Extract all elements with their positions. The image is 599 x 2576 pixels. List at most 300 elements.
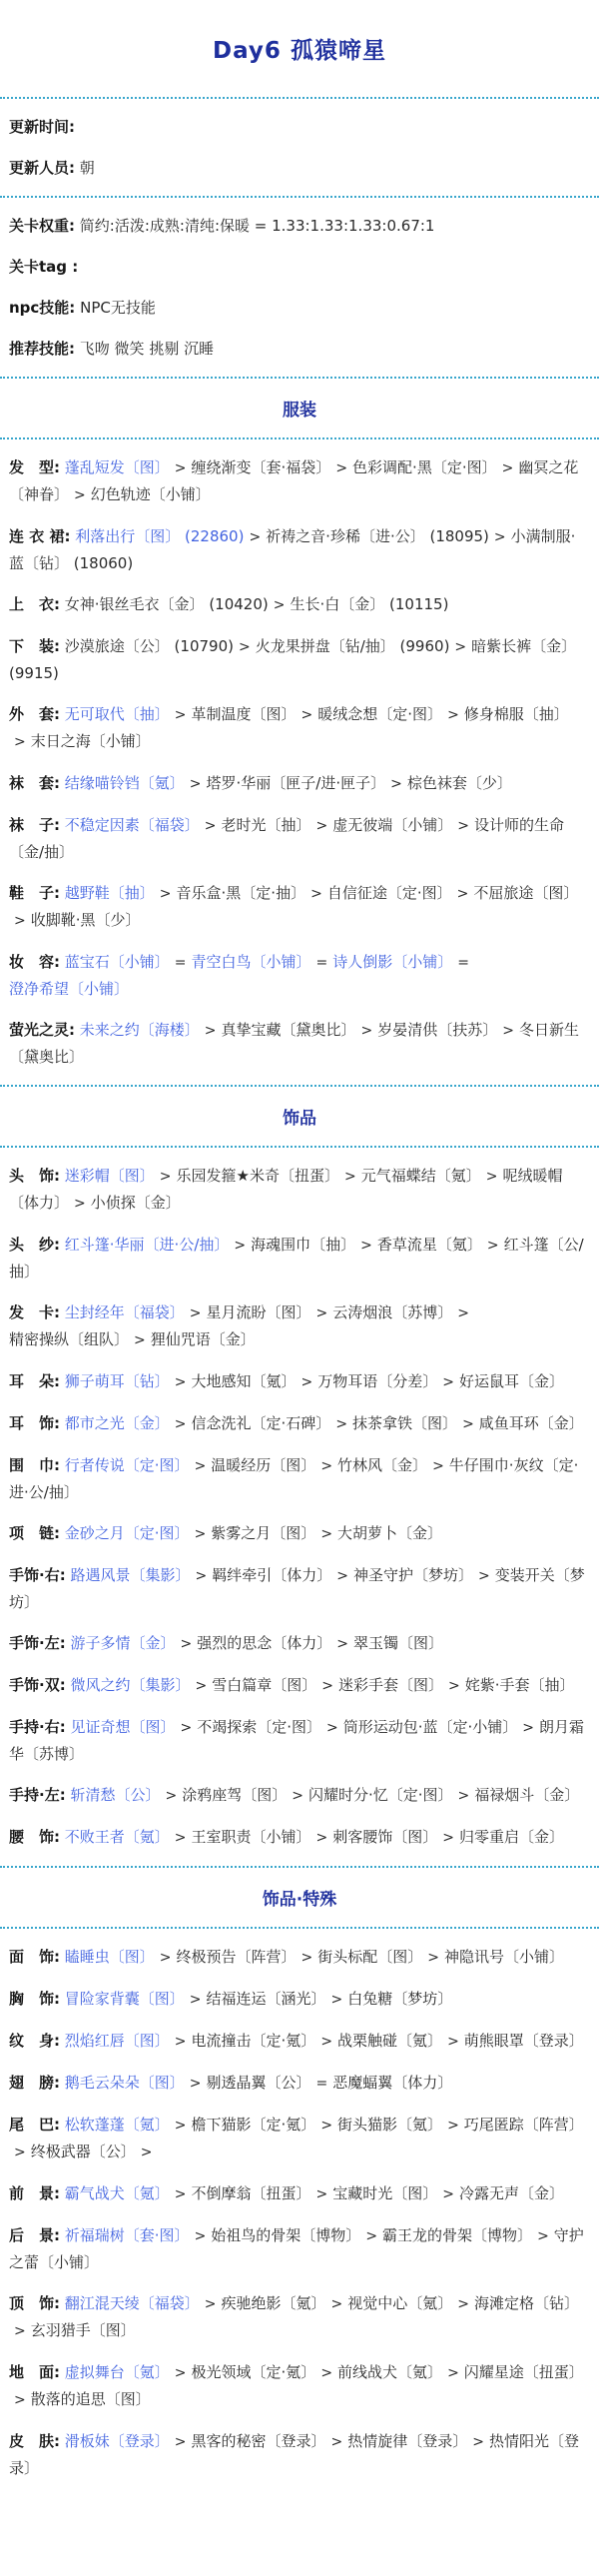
item-link[interactable]: 斩清愁〔公〕 — [70, 1786, 161, 1804]
item-link[interactable]: 诗人倒影〔小铺〕 — [332, 953, 453, 971]
separator-arrow: > — [457, 2296, 470, 2312]
item-link[interactable]: 松软蓬蓬〔氪〕 — [64, 2116, 170, 2134]
item-text: 强烈的思念〔体力〕 — [197, 1634, 332, 1652]
separator-arrow: > — [447, 2034, 459, 2050]
item-text: 收脚靴·黑〔少〕 — [30, 911, 141, 929]
row-label: 前 景: — [9, 2184, 60, 2202]
separator-arrow: > — [442, 1374, 455, 1390]
separator-arrow: > — [315, 1305, 328, 1321]
item-link[interactable]: 行者传说〔定·图〕 — [64, 1456, 190, 1474]
row-value: 朝 — [79, 159, 95, 177]
item-text: 迷彩手套〔图〕 — [337, 1676, 443, 1694]
item-row — [9, 1782, 590, 1809]
separator-arrow: > — [159, 1169, 172, 1185]
row-label: 妆 容: — [9, 953, 60, 971]
row-label: 鞋 子: — [9, 884, 60, 902]
item-text: 小侦探〔金〕 — [90, 1194, 181, 1212]
item-row — [9, 633, 590, 686]
item-text: 幻色轨迹〔小铺〕 — [90, 485, 211, 503]
item-text: 不竭探索〔定·图〕 — [197, 1718, 322, 1736]
separator-arrow: > — [320, 1458, 333, 1474]
item-text: 竹林风〔金〕 — [337, 1456, 428, 1474]
separator-arrow: > — [14, 2323, 26, 2339]
separator-arrow: > — [292, 1788, 303, 1804]
item-link[interactable]: 路遇风景〔集影〕 — [70, 1566, 191, 1584]
item-text: 宝藏时光〔图〕 — [332, 2184, 438, 2202]
item-row — [9, 1986, 590, 2013]
separator-arrow: > — [300, 707, 313, 723]
separator-arrow: > — [447, 2118, 459, 2134]
separator-arrow: > — [204, 2296, 217, 2312]
item-row — [9, 1299, 590, 1353]
item-text: 缠绕渐变〔套·福袋〕 — [191, 458, 331, 476]
separator-arrow: > — [315, 2186, 328, 2202]
separator-equals: = — [457, 955, 470, 971]
separator-arrow: > — [74, 1196, 86, 1212]
meta-row — [9, 336, 590, 362]
divider — [0, 377, 599, 379]
separator-arrow: > — [204, 1023, 217, 1039]
page-title: Day6 孤猿啼星 — [213, 38, 386, 64]
separator-arrow: > — [320, 2034, 333, 2050]
item-text: 姹紫·手套〔抽〕 — [464, 1676, 575, 1694]
item-text: 闪耀时分·忆〔定·图〕 — [307, 1786, 453, 1804]
item-text: 咸鱼耳环〔金〕 — [478, 1414, 584, 1432]
item-row — [9, 1368, 590, 1395]
item-text: 涂鸦座驾〔图〕 — [182, 1786, 288, 1804]
item-link[interactable]: 翻江混天绫〔福袋〕 — [64, 2294, 200, 2312]
item-row — [9, 1232, 590, 1285]
separator-equals: = — [174, 955, 187, 971]
separator-arrow: > — [14, 734, 26, 750]
item-link[interactable]: 微风之约〔集影〕 — [70, 1676, 191, 1694]
item-row — [9, 1017, 590, 1070]
item-link[interactable]: 冒险家背囊〔图〕 — [64, 1990, 185, 2008]
item-text: 末日之海〔小铺〕 — [30, 732, 151, 750]
row-value: 飞吻 微笑 挑剔 沉睡 — [79, 340, 215, 358]
item-text: 街头猫影〔氪〕 — [337, 2116, 443, 2134]
separator-arrow: > — [427, 1950, 440, 1966]
item-link[interactable]: 越野鞋〔抽〕 — [64, 884, 155, 902]
item-row — [9, 949, 590, 1002]
row-label: 腰 饰: — [9, 1828, 60, 1846]
item-row — [9, 1714, 590, 1767]
separator-arrow: > — [273, 597, 286, 613]
item-text: 红斗篷〔公/抽〕 — [9, 1236, 584, 1281]
item-link[interactable]: 迷彩帽〔图〕 — [64, 1167, 155, 1185]
separator-arrow: > — [300, 1374, 313, 1390]
separator-arrow: > — [360, 1023, 373, 1039]
item-row — [9, 454, 590, 508]
separator-arrow: > — [14, 913, 26, 929]
item-link[interactable]: 都市之光〔金〕 — [64, 1414, 170, 1432]
divider — [0, 1085, 599, 1087]
item-text: 战栗触碰〔氪〕 — [337, 2032, 443, 2050]
separator-arrow: > — [457, 1305, 470, 1321]
section-heading: 饰品·特殊 — [262, 1890, 337, 1910]
separator-arrow: > — [195, 1678, 208, 1694]
row-label: 下 装: — [9, 637, 60, 655]
row-label: 尾 巴: — [9, 2116, 60, 2134]
item-text: 热情阳光〔登录〕 — [9, 2432, 580, 2477]
item-text: 元气福蝶结〔氪〕 — [360, 1167, 481, 1185]
row-label: 袜 子: — [9, 816, 60, 834]
separator-arrow: > — [457, 818, 470, 834]
item-text: 设计师的生命〔金/抽〕 — [9, 816, 565, 861]
item-text: 岁晏清供〔扶苏〕 — [377, 1021, 498, 1039]
row-label: 头 饰: — [9, 1167, 60, 1185]
row-value: NPC无技能 — [80, 299, 156, 317]
separator-equals: = — [315, 955, 328, 971]
separator-arrow: > — [360, 1238, 372, 1254]
item-row — [9, 2359, 590, 2413]
item-link[interactable]: 祈福瑞树〔套·图〕 — [64, 2226, 190, 2244]
divider — [0, 1866, 599, 1868]
row-label: 袜 套: — [9, 774, 60, 792]
separator-arrow: > — [238, 639, 251, 655]
row-label: npc技能: — [9, 299, 76, 317]
item-text: 修身棉服〔抽〕 — [463, 705, 569, 723]
item-row — [9, 1452, 590, 1505]
item-text: 黑客的秘密〔登录〕 — [191, 2432, 326, 2450]
divider — [0, 97, 599, 99]
item-text: 色彩调配·黑〔定·图〕 — [352, 458, 497, 476]
separator-arrow: > — [174, 707, 187, 723]
item-link[interactable]: 不败王者〔氪〕 — [64, 1828, 170, 1846]
item-text: 筒形运动包·蓝〔定·小铺〕 — [342, 1718, 518, 1736]
separator-arrow: > — [537, 2228, 549, 2244]
item-row — [9, 1410, 590, 1437]
row-label: 围 巾: — [9, 1456, 60, 1474]
separator-arrow: > — [315, 818, 328, 834]
item-text: 前线战犬〔氪〕 — [337, 2363, 443, 2381]
row-label: 更新时间: — [9, 118, 75, 136]
item-text: 王室职责〔小铺〕 — [191, 1828, 311, 1846]
meta-row — [9, 295, 590, 321]
item-row — [9, 2112, 590, 2165]
separator-arrow: > — [320, 2118, 333, 2134]
separator-arrow: > — [174, 1830, 187, 1846]
row-label: 手饰·右: — [9, 1566, 66, 1584]
item-text: 不屈旅途〔图〕 — [473, 884, 579, 902]
item-text: 归零重启〔金〕 — [459, 1828, 565, 1846]
row-label: 顶 饰: — [9, 2294, 60, 2312]
separator-arrow: > — [343, 1169, 356, 1185]
separator-arrow: > — [502, 1023, 515, 1039]
meta-row — [9, 155, 590, 181]
item-row — [9, 1630, 590, 1657]
item-text: 结福连运〔涵光〕 — [206, 1990, 326, 2008]
item-text: 视觉中心〔氪〕 — [347, 2294, 453, 2312]
item-text: 神圣守护〔梦坊〕 — [352, 1566, 473, 1584]
item-text: 剔透晶翼〔公〕 — [206, 2074, 311, 2092]
item-text: 巧尾匿踪〔阵营〕 — [463, 2116, 584, 2134]
item-text: 革制温度〔图〕 — [191, 705, 297, 723]
separator-arrow: > — [174, 2186, 187, 2202]
row-label: 后 景: — [9, 2226, 60, 2244]
item-text: 呢绒暖帽〔体力〕 — [9, 1167, 563, 1212]
row-label: 手持·左: — [9, 1786, 66, 1804]
row-label: 项 链: — [9, 1524, 60, 1542]
item-text: 狸仙咒语〔金〕 — [150, 1330, 256, 1348]
item-link[interactable]: 未来之约〔海楼〕 — [79, 1021, 200, 1039]
separator-arrow: > — [180, 1636, 193, 1652]
item-text: 不倒摩翁〔扭蛋〕 — [191, 2184, 311, 2202]
item-row — [9, 1520, 590, 1547]
item-text: 生长·白〔金〕 (10115) — [290, 595, 449, 613]
separator-arrow: > — [159, 886, 172, 902]
row-label: 地 面: — [9, 2363, 60, 2381]
separator-arrow: > — [159, 1950, 172, 1966]
separator-arrow: > — [330, 2434, 343, 2450]
separator-arrow: > — [180, 1720, 193, 1736]
item-text: 棕色袜套〔少〕 — [406, 774, 512, 792]
item-link[interactable]: 无可取代〔抽〕 — [64, 705, 170, 723]
item-link[interactable]: 虚拟舞台〔氪〕 — [64, 2363, 170, 2381]
row-label: 翅 膀: — [9, 2074, 60, 2092]
item-text: 街头标配〔图〕 — [317, 1948, 423, 1966]
item-link[interactable]: 见证奇想〔图〕 — [70, 1718, 176, 1736]
separator-arrow: > — [189, 1305, 202, 1321]
item-text: 抹茶拿铁〔图〕 — [352, 1414, 458, 1432]
item-text: 大地感知〔氪〕 — [191, 1372, 297, 1390]
divider — [0, 437, 599, 439]
item-row — [9, 1824, 590, 1851]
row-label: 皮 肤: — [9, 2432, 60, 2450]
separator-arrow: > — [195, 1568, 208, 1584]
row-label: 面 饰: — [9, 1948, 60, 1966]
separator-arrow: > — [462, 1416, 474, 1432]
separator-arrow: > — [432, 1458, 444, 1474]
item-text: 霸王龙的骨架〔博物〕 — [382, 2226, 533, 2244]
separator-arrow: > — [310, 886, 322, 902]
separator-arrow: > — [174, 2365, 187, 2381]
separator-arrow: > — [442, 2186, 455, 2202]
row-label: 纹 身: — [9, 2032, 60, 2050]
item-text: 恶魔蝠翼〔体力〕 — [332, 2074, 453, 2092]
row-value: 简约:活泼:成熟:清纯:保暖 = 1.33:1.33:1.33:0.67:1 — [79, 217, 435, 235]
separator-arrow: > — [336, 1568, 348, 1584]
item-text: 暖绒念想〔定·图〕 — [317, 705, 443, 723]
row-label: 头 纱: — [9, 1236, 60, 1254]
separator-arrow: > — [454, 639, 467, 655]
item-link[interactable]: 霸气战犬〔氪〕 — [64, 2184, 170, 2202]
item-text: 羁绊牵引〔体力〕 — [212, 1566, 332, 1584]
item-link[interactable]: 滑板妹〔登录〕 — [64, 2432, 170, 2450]
item-text: 电流撞击〔定·氪〕 — [191, 2032, 316, 2050]
separator-equals: = — [315, 2076, 328, 2092]
item-text: 香草流星〔氪〕 — [376, 1236, 482, 1254]
item-text: 大胡萝卜〔金〕 — [337, 1524, 443, 1542]
item-text: 雪白篇章〔图〕 — [212, 1676, 317, 1694]
meta-row — [9, 114, 590, 140]
divider — [0, 196, 599, 198]
item-link[interactable]: 狮子萌耳〔钻〕 — [64, 1372, 170, 1390]
item-text: 虚无彼端〔小铺〕 — [332, 816, 453, 834]
divider — [0, 1927, 599, 1929]
separator-arrow: > — [249, 529, 262, 545]
item-text: 极光领域〔定·氪〕 — [191, 2363, 316, 2381]
item-text: 冷露无声〔金〕 — [459, 2184, 565, 2202]
item-text: 祈祷之音·珍稀〔进·公〕 (18095) — [266, 527, 489, 545]
separator-arrow: > — [485, 1169, 498, 1185]
item-link[interactable]: 不稳定因素〔福袋〕 — [64, 816, 200, 834]
separator-arrow: > — [189, 2076, 202, 2092]
item-text: 星月流盼〔图〕 — [206, 1303, 311, 1321]
separator-arrow: > — [234, 1238, 247, 1254]
item-link[interactable]: 红斗篷·华丽〔进·公/抽〕 — [64, 1236, 230, 1254]
item-link[interactable]: 蓝宝石〔小铺〕 — [64, 953, 170, 971]
item-row — [9, 2070, 590, 2097]
divider — [0, 1146, 599, 1148]
separator-arrow: > — [194, 1458, 207, 1474]
separator-arrow: > — [174, 460, 187, 476]
item-row — [9, 523, 590, 576]
item-text: 终极预告〔阵营〕 — [176, 1948, 297, 1966]
separator-arrow: > — [326, 1720, 338, 1736]
row-label: 手饰·左: — [9, 1634, 66, 1652]
separator-arrow: > — [300, 1950, 313, 1966]
item-link[interactable]: 鹅毛云朵朵〔图〕 — [64, 2074, 185, 2092]
item-text: 暗紫长裤〔金〕 (9915) — [9, 637, 577, 682]
item-text: 翠玉镯〔图〕 — [352, 1634, 443, 1652]
item-text: 刺客腰饰〔图〕 — [332, 1828, 438, 1846]
separator-arrow: > — [390, 776, 402, 792]
item-row — [9, 1163, 590, 1217]
separator-arrow: > — [320, 2365, 333, 2381]
meta-row — [9, 213, 590, 239]
item-row — [9, 880, 590, 934]
separator-arrow: > — [486, 1238, 499, 1254]
item-text: 散落的追思〔图〕 — [30, 2390, 151, 2408]
item-text: 海滩定格〔钻〕 — [474, 2294, 580, 2312]
item-text: 福禄烟斗〔金〕 — [474, 1786, 580, 1804]
separator-arrow: > — [140, 2145, 153, 2160]
separator-arrow: > — [336, 1636, 348, 1652]
item-text: 幽冥之花〔神眷〕 — [9, 458, 579, 503]
item-row — [9, 1944, 590, 1971]
row-label: 推荐技能: — [9, 340, 75, 358]
item-text: 老时光〔抽〕 — [221, 816, 311, 834]
separator-arrow: > — [457, 1788, 470, 1804]
item-row — [9, 2222, 590, 2275]
item-text: 沙漠旅途〔公〕 (10790) — [64, 637, 234, 655]
separator-arrow: > — [472, 2434, 485, 2450]
item-text: 变装开关〔梦坊〕 — [9, 1566, 585, 1611]
item-text: 紫雾之月〔图〕 — [211, 1524, 316, 1542]
item-link[interactable]: 青空白鸟〔小铺〕 — [191, 953, 311, 971]
item-text: 自信征途〔定·图〕 — [326, 884, 452, 902]
meta-row — [9, 254, 590, 280]
section-heading: 饰品 — [283, 1109, 316, 1129]
row-label: 萤光之灵: — [9, 1021, 75, 1039]
sections-container — [9, 377, 590, 2481]
separator-arrow: > — [448, 1678, 460, 1694]
row-label: 发 卡: — [9, 1303, 60, 1321]
item-text: 火龙果拼盘〔钻/抽〕 (9960) — [255, 637, 450, 655]
item-link[interactable]: 结缘喵铃铛〔氪〕 — [64, 774, 185, 792]
separator-arrow: > — [189, 776, 202, 792]
separator-arrow: > — [321, 1678, 333, 1694]
separator-arrow: > — [14, 2392, 26, 2408]
item-link[interactable]: 澄净希望〔小铺〕 — [9, 980, 130, 998]
item-text: 音乐盒·黑〔定·抽〕 — [176, 884, 306, 902]
separator-arrow: > — [522, 1720, 535, 1736]
item-text: 檐下猫影〔定·氪〕 — [191, 2116, 316, 2134]
row-label: 外 套: — [9, 705, 60, 723]
separator-arrow: > — [14, 2145, 26, 2160]
item-row — [9, 591, 590, 618]
item-link[interactable]: 尘封经年〔福袋〕 — [64, 1303, 185, 1321]
item-row — [9, 2290, 590, 2344]
section-heading: 服装 — [283, 401, 316, 421]
row-label: 关卡tag : — [9, 258, 79, 276]
item-text: 闪耀星途〔扭蛋〕 — [463, 2363, 584, 2381]
separator-arrow: > — [335, 1416, 348, 1432]
separator-arrow: > — [447, 707, 459, 723]
item-text: 云涛烟浪〔苏博〕 — [332, 1303, 453, 1321]
separator-arrow: > — [165, 1788, 178, 1804]
item-link[interactable]: 游子多情〔金〕 — [70, 1634, 176, 1652]
item-text: 朗月霜华〔苏博〕 — [9, 1718, 585, 1763]
item-text: 疾驰绝影〔氪〕 — [221, 2294, 326, 2312]
item-text: 信念洗礼〔定·石碑〕 — [191, 1414, 331, 1432]
separator-arrow: > — [194, 1526, 207, 1542]
item-link[interactable]: 利落出行〔图〕 (22860) — [75, 527, 245, 545]
item-text: 始祖鸟的骨架〔博物〕 — [211, 2226, 361, 2244]
item-text: 塔罗·华丽〔匣子/进·匣子〕 — [206, 774, 386, 792]
item-link[interactable]: 蓬乱短发〔图〕 — [64, 458, 170, 476]
item-link[interactable]: 瞌睡虫〔图〕 — [64, 1948, 155, 1966]
item-text: 冬日新生〔黛奥比〕 — [9, 1021, 580, 1066]
item-text: 女神·银丝毛衣〔金〕 (10420) — [64, 595, 269, 613]
row-label: 手饰·双: — [9, 1676, 66, 1694]
row-label: 更新人员: — [9, 159, 75, 177]
item-text: 玄羽猎手〔图〕 — [30, 2321, 136, 2339]
item-row — [9, 2180, 590, 2207]
item-text: 萌熊眼罩〔登录〕 — [463, 2032, 584, 2050]
separator-arrow: > — [74, 487, 86, 503]
separator-arrow: > — [320, 1526, 333, 1542]
separator-arrow: > — [456, 886, 469, 902]
item-row — [9, 1672, 590, 1699]
separator-arrow: > — [330, 1992, 343, 2008]
stats-block — [9, 213, 590, 362]
item-text: 热情旋律〔登录〕 — [347, 2432, 468, 2450]
separator-arrow: > — [478, 1568, 490, 1584]
item-text: 乐园发箍★米奇〔扭蛋〕 — [176, 1167, 339, 1185]
item-text: 神隐讯号〔小铺〕 — [444, 1948, 565, 1966]
item-row — [9, 2028, 590, 2055]
separator-arrow: > — [447, 2365, 459, 2381]
item-text: 白兔糖〔梦坊〕 — [347, 1990, 453, 2008]
item-link[interactable]: 金砂之月〔定·图〕 — [64, 1524, 190, 1542]
item-text: 好运鼠耳〔金〕 — [459, 1372, 565, 1390]
separator-arrow: > — [194, 2228, 207, 2244]
item-row — [9, 812, 590, 865]
item-row — [9, 701, 590, 755]
item-text: 真挚宝藏〔黛奥比〕 — [221, 1021, 356, 1039]
row-label: 上 衣: — [9, 595, 60, 613]
separator-arrow: > — [174, 1416, 187, 1432]
separator-arrow: > — [174, 2034, 187, 2050]
separator-arrow: > — [134, 1332, 146, 1348]
item-link[interactable]: 烈焰红唇〔图〕 — [64, 2032, 170, 2050]
row-label: 连 衣 裙: — [9, 527, 71, 545]
separator-arrow: > — [174, 1374, 187, 1390]
separator-arrow: > — [493, 529, 506, 545]
item-text: 守护之蕾〔小铺〕 — [9, 2226, 584, 2271]
